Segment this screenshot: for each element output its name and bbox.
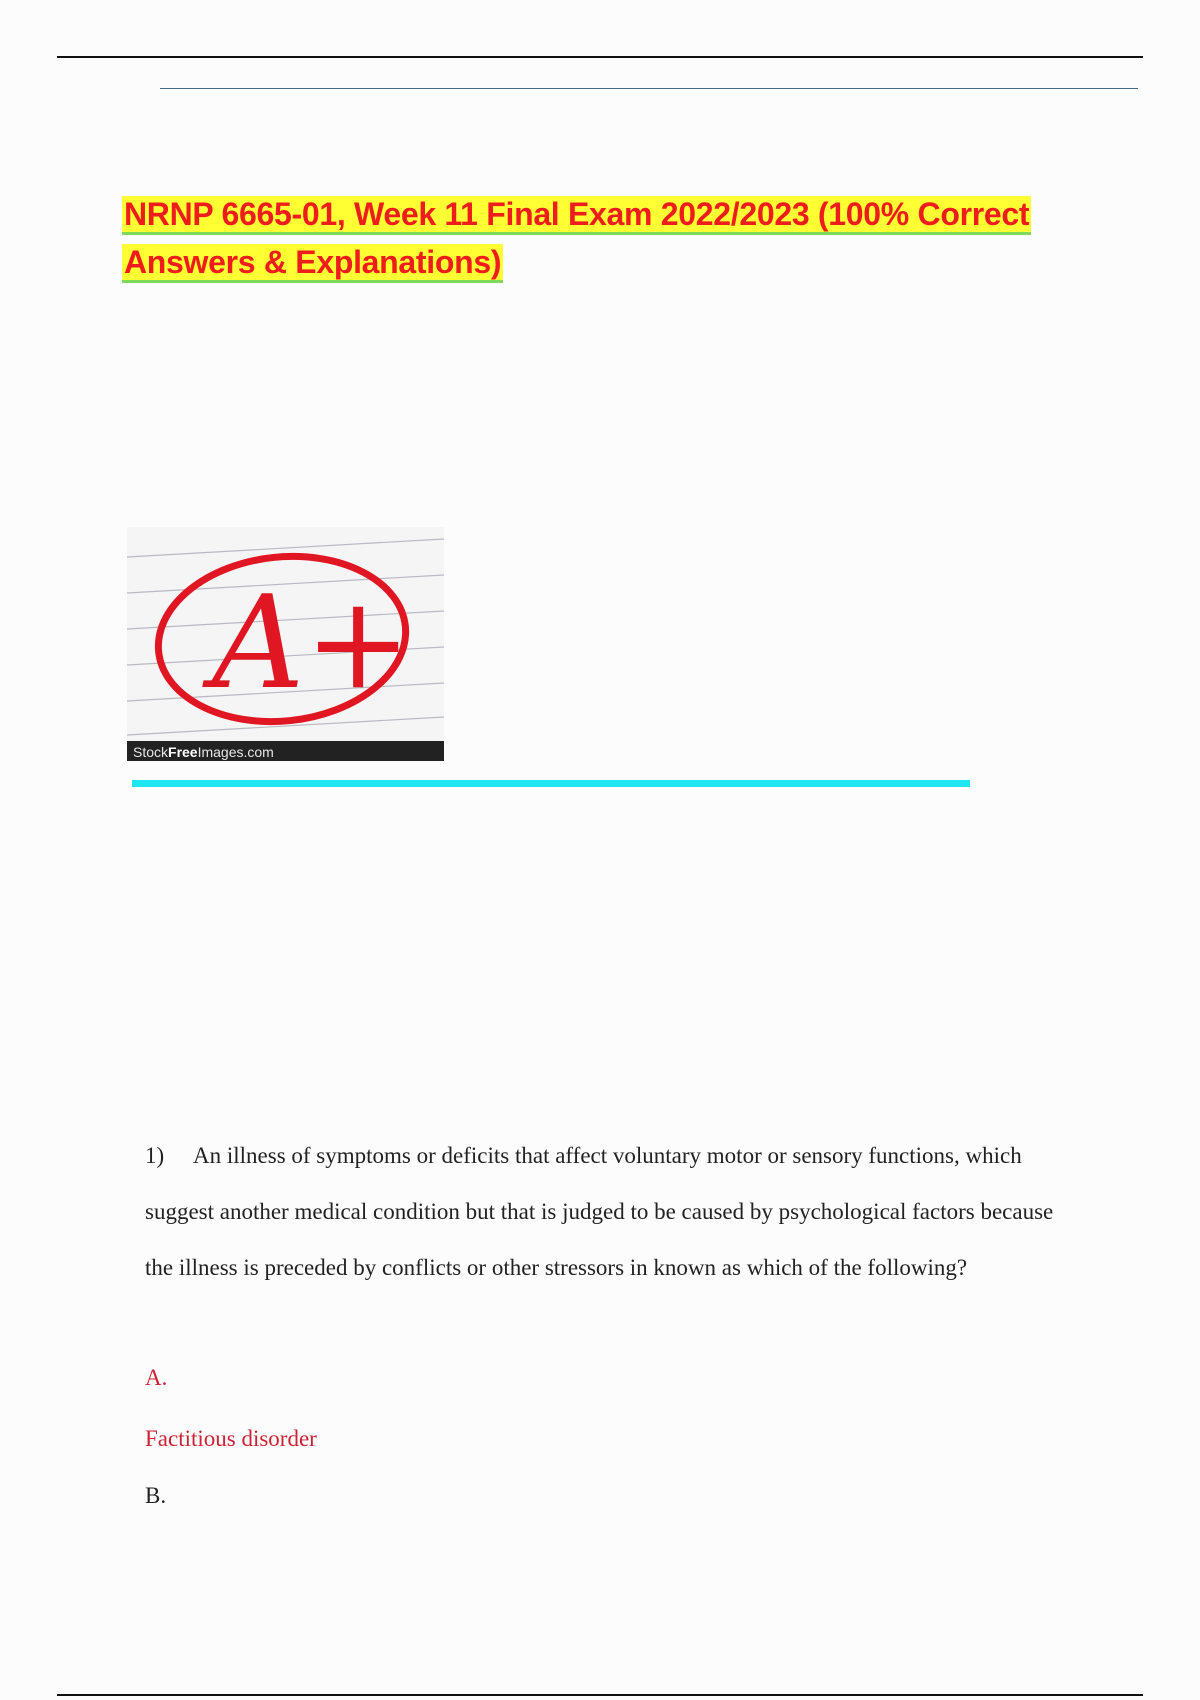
bottom-rule xyxy=(57,1694,1143,1696)
section-divider xyxy=(132,780,970,787)
question-number: 1) xyxy=(145,1143,165,1168)
question-text: An illness of symptoms or deficits that affect voluntary motor or sensory functions, which suggest another medical condition but that is judged to be caused by psychological factors because the illness is preceded by conflicts or other stressors in known as which of the following? xyxy=(145,1143,1054,1280)
top-rule xyxy=(57,56,1143,58)
option-a-text: Factitious disorder xyxy=(145,1426,317,1451)
option-b-letter: B. xyxy=(145,1483,167,1508)
a-plus-grade-image xyxy=(127,527,444,761)
title-line-2: Answers & Explanations) xyxy=(124,244,502,280)
question-1 xyxy=(145,1128,1085,1296)
option-a-letter: A. xyxy=(145,1365,168,1390)
document-title xyxy=(122,190,1082,286)
title-line-1: NRNP 6665-01, Week 11 Final Exam 2022/2023 (100% Correct xyxy=(124,196,1030,232)
header-rule xyxy=(160,88,1138,89)
grade-illustration xyxy=(127,527,444,761)
grade-letter: A+ xyxy=(212,569,412,718)
watermark-text: StockFreeImages.com xyxy=(133,744,274,760)
